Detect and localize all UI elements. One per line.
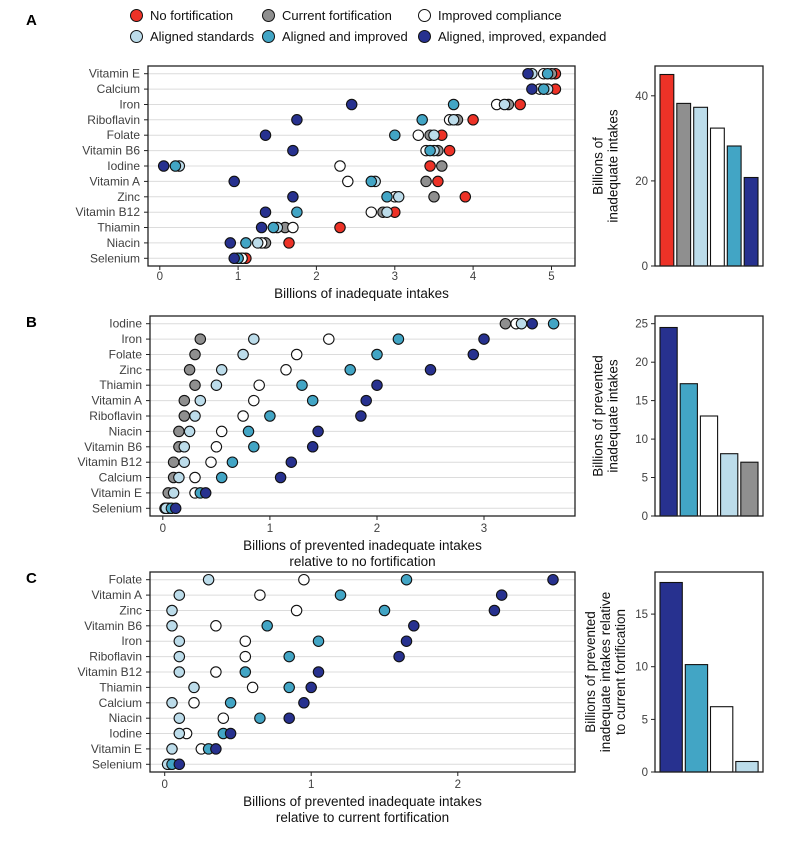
category-label: Vitamin B6 [84, 618, 142, 633]
dot-aligned_improved_expanded [288, 145, 298, 155]
category-label: Iodine [109, 316, 142, 331]
legend-swatch-icon [418, 9, 431, 22]
bar-aligned_improved [680, 384, 697, 516]
dot-aligned_standards [249, 334, 259, 344]
dot-improved_compliance [249, 395, 259, 405]
category-label: Thiamin [97, 220, 140, 235]
dot-aligned_improved_expanded [201, 488, 211, 498]
dot-current_fortification [168, 457, 178, 467]
x-tick-label: 1 [307, 779, 315, 791]
legend-label: Aligned and improved [282, 29, 408, 44]
category-label: Vitamin B12 [77, 665, 142, 679]
dot-aligned_improved [249, 442, 259, 452]
bar-improved_compliance [700, 416, 717, 516]
x-tick-label: 2 [313, 271, 320, 283]
dot-aligned_improved_expanded [313, 426, 323, 436]
legend-label: Current fortification [282, 8, 392, 23]
category-label: Folate [106, 128, 140, 143]
bar-aligned_improved [685, 665, 707, 772]
bar-current_fortification [741, 462, 758, 516]
category-label: Vitamin E [88, 66, 140, 81]
category-label: Vitamin E [90, 485, 142, 500]
dot-aligned_improved_expanded [394, 651, 404, 661]
category-label: Iron [119, 97, 140, 112]
legend-swatch-icon [130, 30, 143, 43]
dot-improved_compliance [324, 334, 334, 344]
dot-aligned_improved_expanded [286, 457, 296, 467]
dot-no_fortification [515, 99, 525, 109]
legend-item-current_fortification [262, 8, 404, 23]
y-tick-label: 0 [641, 261, 648, 273]
dot-aligned_improved_expanded [225, 728, 235, 738]
dot-aligned_improved_expanded [284, 713, 294, 723]
dot-aligned_standards [190, 411, 200, 421]
bar-y-axis-title: inadequate intakes [605, 359, 621, 473]
dot-aligned_improved [265, 411, 275, 421]
legend-item-improved_compliance [418, 8, 606, 23]
dot-aligned_improved_expanded [489, 605, 499, 615]
bar-aligned_standards [736, 762, 758, 773]
bar-y-axis-title: Billions of [590, 137, 606, 195]
category-label: Riboflavin [89, 649, 142, 664]
dot-aligned_improved_expanded [527, 84, 537, 94]
dot-aligned_standards [195, 395, 205, 405]
dot-current_fortification [179, 411, 189, 421]
bar-no_fortification [660, 75, 674, 267]
dot-current_fortification [500, 319, 510, 329]
category-label: Vitamin A [89, 174, 140, 189]
category-label: Iron [121, 332, 142, 347]
panel-label-a: A [26, 12, 37, 29]
dot-aligned_improved_expanded [523, 69, 533, 79]
category-label: Vitamin B6 [82, 143, 140, 158]
dot-aligned_standards [174, 636, 184, 646]
category-label: Thiamin [99, 680, 142, 695]
dot-improved_compliance [291, 605, 301, 615]
x-tick-label: 3 [480, 523, 488, 535]
dot-aligned_improved_expanded [256, 222, 266, 232]
dot-aligned_standards [174, 651, 184, 661]
category-label: Calcium [96, 82, 140, 97]
y-tick-label: 5 [641, 714, 648, 727]
dot-aligned_standards [203, 575, 213, 585]
dot-aligned_improved [284, 682, 294, 692]
dot-no_fortification [468, 115, 478, 125]
dot-improved_compliance [190, 472, 200, 482]
legend-item-aligned_standards [130, 29, 255, 44]
dot-improved_compliance [206, 457, 216, 467]
legend-swatch-icon [262, 30, 275, 43]
dot-improved_compliance [238, 411, 248, 421]
bar-y-axis-title: inadequate intakes relative [598, 591, 613, 753]
category-label: Selenium [91, 501, 142, 516]
dot-aligned_improved [284, 651, 294, 661]
y-tick-label: 20 [635, 175, 648, 188]
legend-swatch-icon [262, 9, 275, 22]
dot-aligned_improved_expanded [288, 192, 298, 202]
dot-improved_compliance [254, 380, 264, 390]
x-tick-label: 1 [234, 271, 242, 283]
dot-aligned_improved_expanded [275, 472, 285, 482]
dot-aligned_standards [179, 457, 189, 467]
dot-aligned_improved [366, 176, 376, 186]
dot-aligned_standards [238, 349, 248, 359]
dot-improved_compliance [335, 161, 345, 171]
bar-aligned_standards [721, 454, 738, 516]
category-label: Zinc [117, 189, 140, 204]
x-axis-title: relative to no fortification [289, 554, 436, 569]
legend-item-no_fortification [130, 8, 248, 23]
category-label: Vitamin B12 [75, 205, 140, 220]
y-tick-label: 10 [635, 434, 648, 447]
category-label: Riboflavin [87, 112, 140, 127]
category-label: Niacin [108, 424, 142, 439]
dot-aligned_standards [184, 426, 194, 436]
dot-aligned_improved [393, 334, 403, 344]
dot-improved_compliance [218, 713, 228, 723]
dot-aligned_improved_expanded [356, 411, 366, 421]
dot-aligned_improved_expanded [401, 636, 411, 646]
dot-aligned_improved_expanded [260, 130, 270, 140]
bar-current_fortification [677, 103, 691, 266]
dot-current_fortification [184, 365, 194, 375]
dot-no_fortification [460, 192, 470, 202]
dot-improved_compliance [211, 667, 221, 677]
category-label: Zinc [119, 362, 142, 377]
panel-c-chart [0, 562, 800, 830]
dot-aligned_improved_expanded [409, 621, 419, 631]
dot-aligned_improved_expanded [211, 744, 221, 754]
dot-aligned_improved_expanded [313, 667, 323, 677]
bar-aligned_standards [694, 107, 708, 266]
dot-aligned_improved [243, 426, 253, 436]
dot-aligned_improved [297, 380, 307, 390]
dot-improved_compliance [240, 651, 250, 661]
x-axis-title: Billions of inadequate intakes [274, 286, 449, 301]
dot-aligned_improved [241, 238, 251, 248]
dot-improved_compliance [211, 442, 221, 452]
dot-improved_compliance [189, 698, 199, 708]
legend [130, 8, 606, 44]
category-label: Selenium [89, 251, 140, 266]
dot-aligned_improved [240, 667, 250, 677]
dot-improved_compliance [240, 636, 250, 646]
dot-aligned_improved [425, 145, 435, 155]
dot-aligned_improved [548, 319, 558, 329]
dot-aligned_standards [167, 621, 177, 631]
x-axis-title: Billions of prevented inadequate intakes [243, 538, 482, 553]
dot-current_fortification [190, 349, 200, 359]
dot-aligned_improved [227, 457, 237, 467]
dot-aligned_improved [255, 713, 265, 723]
dot-aligned_standards [174, 667, 184, 677]
dot-aligned_improved [401, 575, 411, 585]
dot-aligned_improved [268, 222, 278, 232]
dot-aligned_standards [179, 442, 189, 452]
legend-label: Aligned, improved, expanded [438, 29, 607, 44]
legend-item-aligned_improved [262, 29, 408, 44]
bar-aligned_improved_expanded [660, 328, 677, 517]
panel-a-chart [0, 56, 800, 308]
x-tick-label: 0 [156, 271, 164, 283]
legend-label: Aligned standards [150, 29, 255, 44]
dot-aligned_standards [499, 99, 509, 109]
dot-aligned_standards [174, 713, 184, 723]
dot-current_fortification [429, 192, 439, 202]
dot-aligned_improved [382, 192, 392, 202]
x-tick-label: 3 [391, 271, 399, 283]
dot-aligned_standards [167, 605, 177, 615]
category-label: Niacin [106, 235, 140, 250]
dot-aligned_improved [542, 69, 552, 79]
dot-aligned_standards [429, 130, 439, 140]
dot-aligned_improved_expanded [229, 253, 239, 263]
dot-improved_compliance [211, 621, 221, 631]
y-tick-label: 25 [635, 318, 648, 331]
bar-aligned_improved [727, 146, 741, 266]
legend-label: No fortification [150, 8, 234, 23]
dot-current_fortification [421, 176, 431, 186]
category-label: Vitamin B12 [77, 455, 142, 470]
y-tick-label: 0 [641, 767, 648, 779]
dot-improved_compliance [255, 590, 265, 600]
dot-current_fortification [190, 380, 200, 390]
dot-aligned_improved_expanded [299, 698, 309, 708]
dot-aligned_standards [516, 319, 526, 329]
category-label: Folate [108, 572, 142, 587]
category-label: Calcium [98, 695, 142, 710]
y-tick-label: 0 [641, 511, 648, 523]
dot-no_fortification [433, 176, 443, 186]
dot-aligned_improved_expanded [292, 115, 302, 125]
dot-aligned_improved_expanded [479, 334, 489, 344]
legend-item-aligned_improved_expanded [418, 29, 606, 44]
legend-label: Improved compliance [438, 8, 562, 23]
category-label: Riboflavin [89, 409, 142, 423]
dot-aligned_standards [167, 744, 177, 754]
dot-current_fortification [195, 334, 205, 344]
category-label: Niacin [108, 711, 142, 726]
x-tick-label: 2 [373, 523, 381, 535]
panel-b-chart [0, 306, 800, 574]
bar-y-axis-title: inadequate intakes [605, 109, 621, 223]
panel-label-b: B [26, 314, 37, 331]
category-label: Iron [121, 634, 142, 649]
dot-current_fortification [179, 395, 189, 405]
dot-aligned_improved [539, 84, 549, 94]
y-tick-label: 5 [641, 472, 648, 485]
x-tick-label: 2 [454, 779, 462, 791]
dot-improved_compliance [281, 365, 291, 375]
dot-aligned_improved [335, 590, 345, 600]
dot-no_fortification [335, 222, 345, 232]
dot-improved_compliance [366, 207, 376, 217]
category-label: Zinc [119, 603, 142, 618]
category-label: Vitamin E [90, 741, 142, 756]
dot-improved_compliance [299, 575, 309, 585]
dot-improved_compliance [288, 222, 298, 232]
legend-swatch-icon [130, 9, 143, 22]
y-tick-label: 40 [635, 90, 648, 103]
y-tick-label: 10 [635, 661, 648, 674]
dot-aligned_improved [262, 621, 272, 631]
dot-aligned_improved_expanded [372, 380, 382, 390]
bar-y-axis-title: to current fortification [613, 608, 628, 736]
dot-no_fortification [444, 145, 454, 155]
dot-aligned_improved_expanded [306, 682, 316, 692]
dot-aligned_improved [313, 636, 323, 646]
category-label: Thiamin [99, 378, 142, 393]
dot-aligned_improved_expanded [361, 395, 371, 405]
dot-current_fortification [174, 426, 184, 436]
dot-aligned_improved_expanded [468, 349, 478, 359]
category-label: Vitamin A [91, 393, 142, 408]
dot-aligned_improved [417, 115, 427, 125]
dot-aligned_standards [448, 115, 458, 125]
dot-improved_compliance [247, 682, 257, 692]
x-tick-label: 0 [161, 779, 168, 791]
dot-aligned_standards [253, 238, 263, 248]
category-label: Folate [108, 347, 142, 362]
dot-aligned_improved [345, 365, 355, 375]
legend-swatch-icon [418, 30, 431, 43]
dot-aligned_standards [217, 365, 227, 375]
dot-aligned_improved_expanded [497, 590, 507, 600]
dot-aligned_improved [292, 207, 302, 217]
dot-aligned_improved_expanded [308, 442, 318, 452]
bar-improved_compliance [711, 707, 733, 772]
x-tick-label: 5 [548, 271, 555, 283]
y-tick-label: 15 [635, 609, 648, 622]
category-label: Iodine [109, 726, 142, 741]
dot-aligned_standards [382, 207, 392, 217]
dot-improved_compliance [217, 426, 227, 436]
category-label: Vitamin B6 [84, 439, 142, 454]
dot-aligned_improved [372, 349, 382, 359]
dot-aligned_standards [211, 380, 221, 390]
dot-aligned_improved_expanded [171, 503, 181, 513]
dot-aligned_improved [448, 99, 458, 109]
x-axis-title: Billions of prevented inadequate intakes [243, 794, 482, 809]
dot-aligned_standards [174, 590, 184, 600]
y-tick-label: 20 [635, 357, 648, 370]
dot-aligned_improved_expanded [229, 176, 239, 186]
dot-improved_compliance [413, 130, 423, 140]
dot-aligned_improved [379, 605, 389, 615]
dot-aligned_improved_expanded [260, 207, 270, 217]
dot-improved_compliance [343, 176, 353, 186]
dot-aligned_standards [394, 192, 404, 202]
dot-aligned_improved [170, 161, 180, 171]
dot-aligned_standards [168, 488, 178, 498]
dot-improved_compliance [292, 349, 302, 359]
dot-aligned_improved_expanded [347, 99, 357, 109]
bar-aligned_improved_expanded [744, 178, 758, 267]
dot-aligned_improved_expanded [548, 575, 558, 585]
dot-aligned_improved_expanded [527, 319, 537, 329]
x-tick-label: 0 [159, 523, 167, 535]
dot-aligned_improved [225, 698, 235, 708]
category-label: Vitamin A [91, 588, 142, 603]
dot-aligned_improved [217, 472, 227, 482]
category-label: Calcium [98, 470, 142, 485]
x-tick-label: 4 [469, 271, 477, 283]
dot-aligned_standards [174, 472, 184, 482]
dot-aligned_standards [167, 698, 177, 708]
x-axis-title: relative to current fortification [275, 810, 450, 825]
bar-aligned_improved_expanded [660, 583, 682, 773]
x-tick-label: 1 [266, 523, 274, 535]
bar-y-axis-title: Billions of prevented [590, 355, 606, 477]
dot-aligned_standards [189, 682, 199, 692]
dot-current_fortification [437, 161, 447, 171]
dot-aligned_improved [390, 130, 400, 140]
dot-aligned_improved_expanded [159, 161, 169, 171]
dot-no_fortification [425, 161, 435, 171]
panel-label-c: C [26, 570, 37, 587]
bar-y-axis-title: Billions of prevented [583, 611, 598, 733]
dot-aligned_improved [308, 395, 318, 405]
y-tick-label: 15 [635, 395, 648, 408]
dot-no_fortification [284, 238, 294, 248]
category-label: Iodine [107, 159, 140, 173]
bar-improved_compliance [711, 128, 725, 266]
dot-aligned_improved_expanded [225, 238, 235, 248]
category-label: Selenium [91, 757, 142, 772]
dot-aligned_improved_expanded [174, 759, 184, 769]
dot-aligned_improved_expanded [425, 365, 435, 375]
dot-aligned_standards [174, 728, 184, 738]
